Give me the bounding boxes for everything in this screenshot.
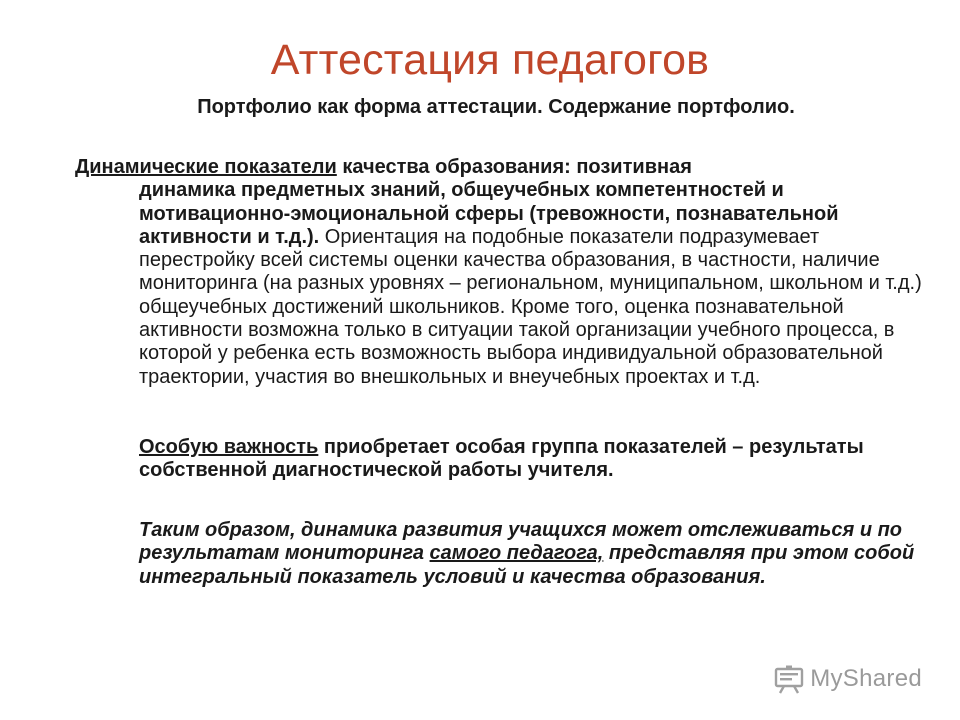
conclusion-text-before: Таким образом, динамика развития учащихся может отслеживаться и по результатам мониторинга (139, 519, 903, 565)
special-importance-text: приобретает особая группа показателей – результаты собственной диагностической работы учителя. (139, 436, 864, 482)
paragraph-continuation (75, 179, 925, 389)
bold-text-line1: качества образования: позитивная (336, 156, 692, 178)
normal-text: Ориентация на подобные показатели подразумевает перестройку всей системы оценки качества образования, в частности, наличие мониторинга (на разных уровнях – региональном, муниципальном, школьном и т.д.) общеучебных достижений школьников. Кроме того, оценка познавательной активности возможна только в ситуации такой организации учебного процесса, в которой у ребенка есть возможность выбора индивидуальной образовательной траектории, участия во внешкольных и внеучебных проектах и т.д. (139, 225, 922, 388)
paragraph-special-importance (139, 436, 929, 483)
watermark-brand: MyShared (810, 665, 922, 692)
term-special-importance: Особую важность (139, 436, 319, 458)
term-dynamic-indicators: Динамические показатели (75, 156, 337, 178)
paragraph-conclusion (139, 519, 929, 589)
watermark (774, 664, 922, 694)
paragraph-first-line (75, 156, 925, 179)
presentation-board-icon (774, 664, 804, 694)
slide-title: Аттестация педагогов (270, 36, 710, 84)
conclusion-text-after: представляя при этом собой интегральный показатель условий и качества образования. (139, 542, 915, 588)
paragraph-dynamic-indicators (75, 156, 925, 389)
slide-subtitle: Портфолио как форма аттестации. Содержание портфолио. (197, 96, 795, 118)
bold-text-rest: динамика предметных знаний, общеучебных компетентностей и мотивационно-эмоциональной сферы (тревожности, познавательной активности и т.д.). (139, 179, 839, 248)
conclusion-underlined: самого педагога, (429, 542, 604, 565)
